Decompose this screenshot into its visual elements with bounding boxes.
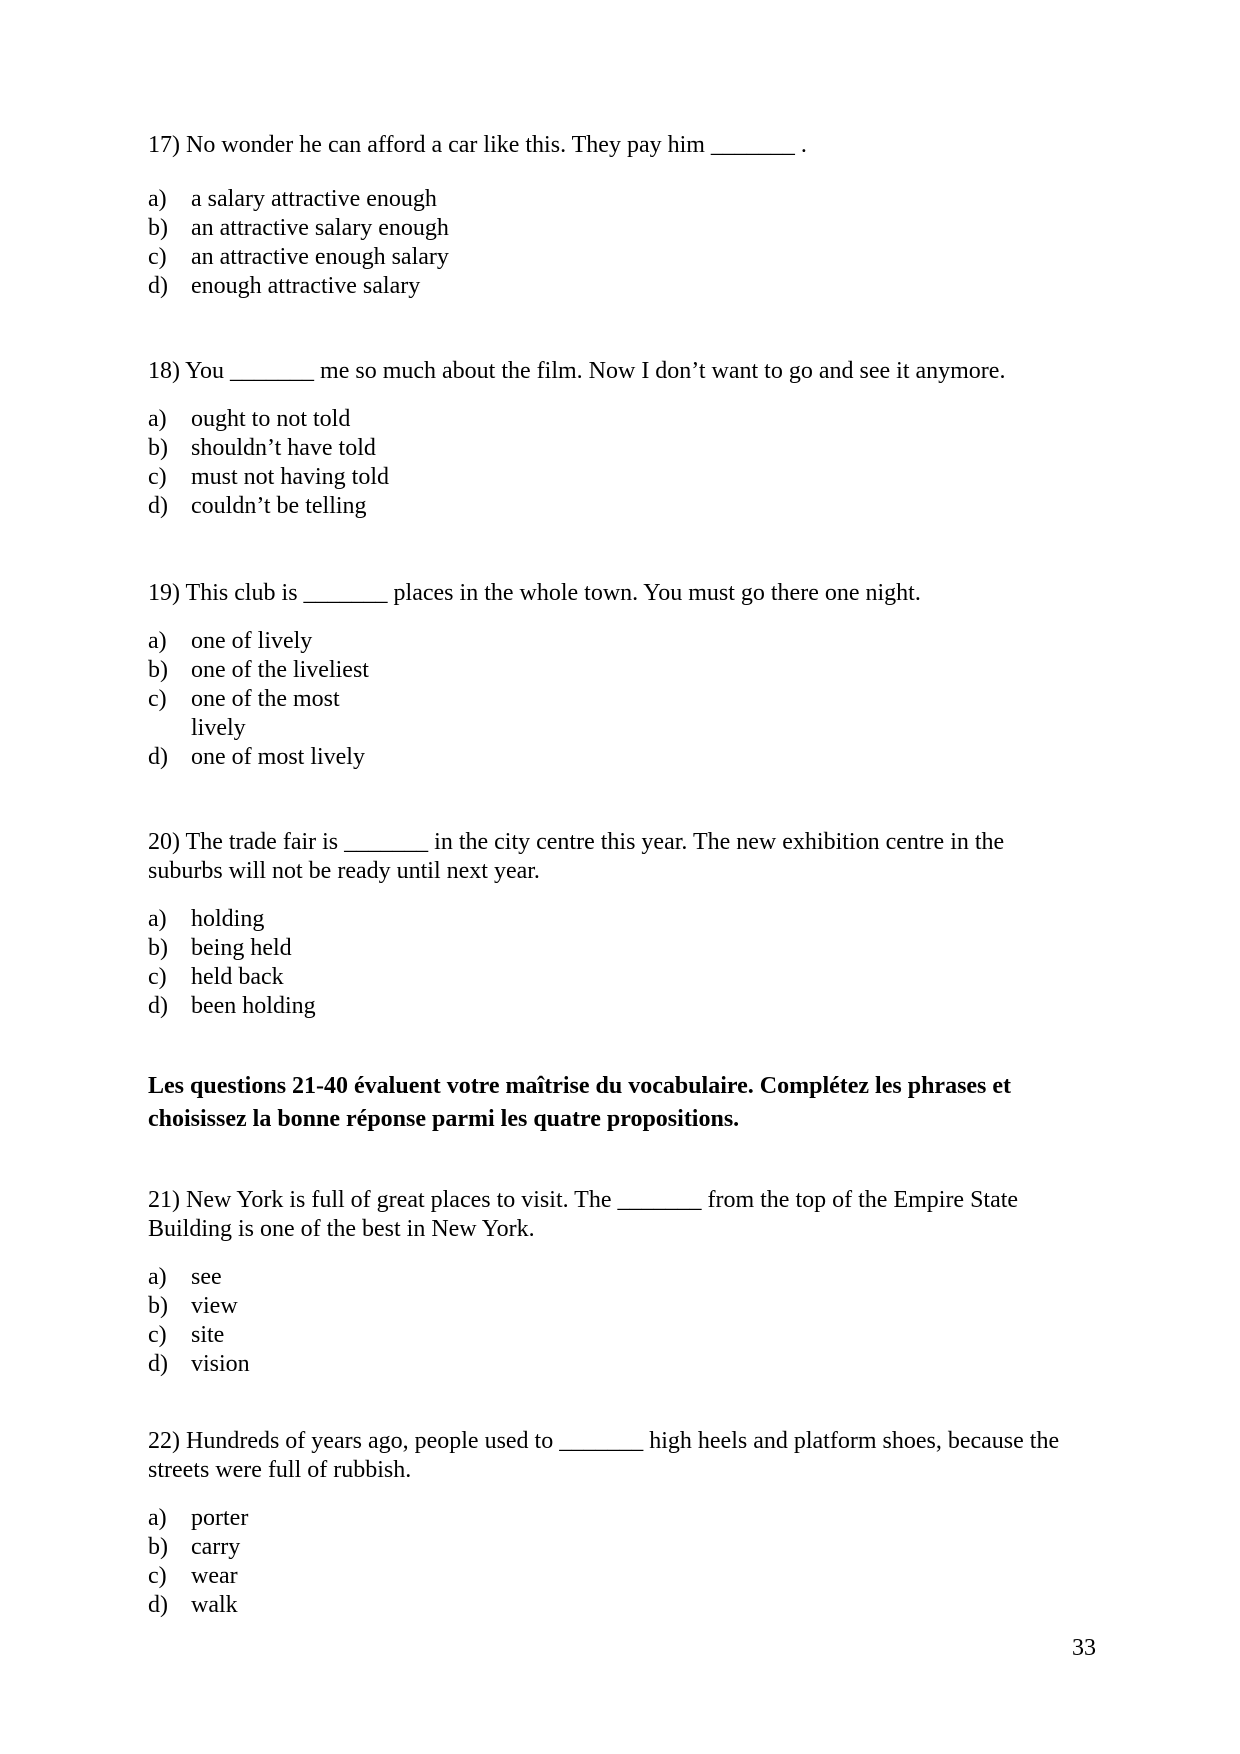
option-b[interactable] xyxy=(148,934,1078,963)
option-text: walk xyxy=(191,1592,238,1618)
option-text: one of lively xyxy=(191,628,313,654)
option-text: been holding xyxy=(191,993,316,1019)
option-a[interactable] xyxy=(148,627,1078,656)
section-heading: Les questions 21-40 évaluent votre maîtrise du vocabulaire. Complétez les phrases et choisissez la bonne réponse parmi les quatre propositions. xyxy=(148,1073,1012,1132)
option-letter: c) xyxy=(148,1322,167,1348)
option-letter: c) xyxy=(148,964,167,990)
option-letter: b) xyxy=(148,935,168,961)
question-19 xyxy=(148,579,1078,772)
option-letter: a) xyxy=(148,406,167,432)
option-letter: a) xyxy=(148,1264,167,1290)
option-text: one of the most lively xyxy=(191,686,340,741)
option-text: see xyxy=(191,1264,222,1290)
option-letter: d) xyxy=(148,1351,168,1377)
option-text: enough attractive salary xyxy=(191,273,421,299)
option-list xyxy=(148,1504,1078,1620)
option-b[interactable] xyxy=(148,1292,1078,1321)
option-text: holding xyxy=(191,906,265,932)
question-22 xyxy=(148,1427,1078,1620)
option-a[interactable] xyxy=(148,1263,1078,1292)
question-21 xyxy=(148,1186,1078,1379)
option-letter: b) xyxy=(148,1293,168,1319)
option-c[interactable] xyxy=(148,963,1078,992)
option-letter: b) xyxy=(148,435,168,461)
option-text: one of most lively xyxy=(191,744,365,770)
option-letter: d) xyxy=(148,993,168,1019)
option-b[interactable] xyxy=(148,1533,1078,1562)
question-stem: 19) This club is _______ places in the whole town. You must go there one night. xyxy=(148,580,921,606)
option-a[interactable] xyxy=(148,405,1078,434)
option-text: one of the liveliest xyxy=(191,657,369,683)
option-d[interactable] xyxy=(148,1350,1078,1379)
option-d[interactable] xyxy=(148,992,1078,1021)
option-a[interactable] xyxy=(148,185,1078,214)
option-text: shouldn’t have told xyxy=(191,435,376,461)
option-text: vision xyxy=(191,1351,250,1377)
question-stem: 22) Hundreds of years ago, people used to _______ high heels and platform shoes, because the streets were full of rubbish. xyxy=(148,1428,1060,1483)
question-stem: 17) No wonder he can afford a car like this. They pay him _______ . xyxy=(148,132,807,158)
option-text: couldn’t be telling xyxy=(191,493,367,519)
question-stem: 18) You _______ me so much about the film. Now I don’t want to go and see it anymore. xyxy=(148,358,1006,384)
option-b[interactable] xyxy=(148,656,1078,685)
option-d[interactable] xyxy=(148,272,1078,301)
question-18 xyxy=(148,357,1078,521)
question-stem: 21) New York is full of great places to visit. The _______ from the top of the Empire State Building is one of the best in New York. xyxy=(148,1187,1019,1242)
option-text: being held xyxy=(191,935,292,961)
option-letter: d) xyxy=(148,273,168,299)
question-20 xyxy=(148,828,1078,1021)
option-letter: c) xyxy=(148,464,167,490)
option-c[interactable] xyxy=(148,685,1078,743)
option-letter: c) xyxy=(148,686,167,712)
option-list xyxy=(148,627,1078,772)
option-list xyxy=(148,1263,1078,1379)
option-letter: b) xyxy=(148,215,168,241)
option-letter: c) xyxy=(148,1563,167,1589)
option-d[interactable] xyxy=(148,1591,1078,1620)
option-letter: b) xyxy=(148,1534,168,1560)
option-letter: d) xyxy=(148,1592,168,1618)
option-text: site xyxy=(191,1322,225,1348)
option-text: an attractive salary enough xyxy=(191,215,449,241)
option-a[interactable] xyxy=(148,1504,1078,1533)
option-letter: d) xyxy=(148,493,168,519)
option-letter: a) xyxy=(148,628,167,654)
option-c[interactable] xyxy=(148,463,1078,492)
option-letter: a) xyxy=(148,906,167,932)
option-d[interactable] xyxy=(148,492,1078,521)
option-text: must not having told xyxy=(191,464,389,490)
option-d[interactable] xyxy=(148,743,1078,772)
option-text: porter xyxy=(191,1505,249,1531)
option-text: held back xyxy=(191,964,284,990)
option-c[interactable] xyxy=(148,243,1078,272)
option-text: view xyxy=(191,1293,238,1319)
option-text: carry xyxy=(191,1534,241,1560)
option-letter: d) xyxy=(148,744,168,770)
question-stem: 20) The trade fair is _______ in the city centre this year. The new exhibition centre in the suburbs will not be ready until next year. xyxy=(148,829,1005,884)
option-text: an attractive enough salary xyxy=(191,244,449,270)
option-list xyxy=(148,905,1078,1021)
option-letter: c) xyxy=(148,244,167,270)
option-letter: a) xyxy=(148,186,167,212)
question-17 xyxy=(148,131,1078,301)
option-text: ought to not told xyxy=(191,406,351,432)
option-text: a salary attractive enough xyxy=(191,186,437,212)
page-number: 33 xyxy=(1072,1635,1096,1661)
option-c[interactable] xyxy=(148,1562,1078,1591)
option-b[interactable] xyxy=(148,434,1078,463)
option-list xyxy=(148,405,1078,521)
option-letter: b) xyxy=(148,657,168,683)
option-a[interactable] xyxy=(148,905,1078,934)
option-list xyxy=(148,185,1078,301)
option-b[interactable] xyxy=(148,214,1078,243)
option-letter: a) xyxy=(148,1505,167,1531)
option-c[interactable] xyxy=(148,1321,1078,1350)
option-text: wear xyxy=(191,1563,238,1589)
